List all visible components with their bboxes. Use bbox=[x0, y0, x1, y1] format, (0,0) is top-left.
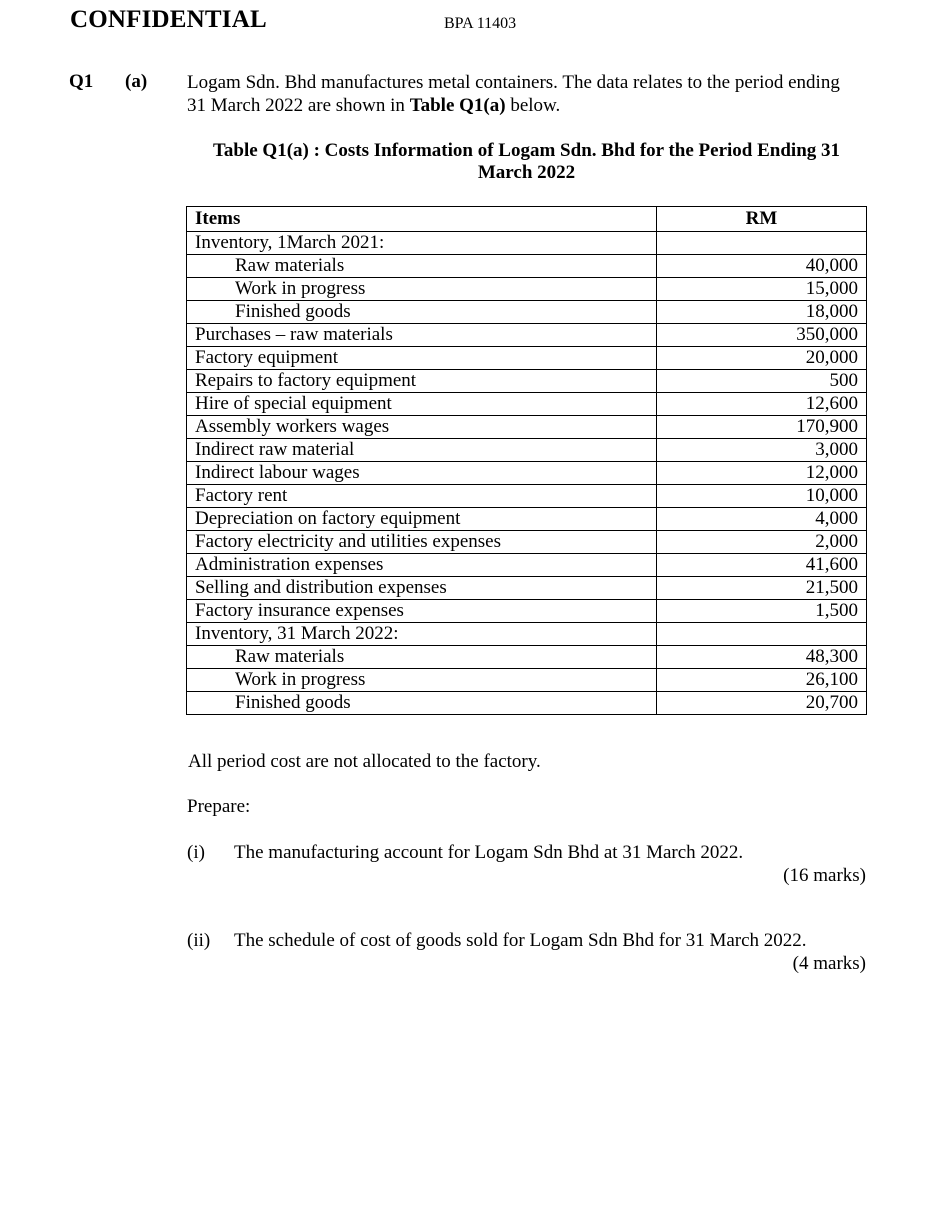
table-row bbox=[187, 692, 867, 715]
row-value: 12,000 bbox=[657, 462, 867, 485]
row-label: Factory rent bbox=[187, 485, 657, 508]
row-value bbox=[657, 232, 867, 255]
table-caption bbox=[187, 140, 866, 184]
intro-line-2 bbox=[187, 94, 887, 117]
table-row bbox=[187, 531, 867, 554]
table-row bbox=[187, 669, 867, 692]
row-value: 20,700 bbox=[657, 692, 867, 715]
intro-table-ref: Table Q1(a) bbox=[409, 95, 506, 116]
row-label: Raw materials bbox=[187, 255, 657, 278]
row-value: 4,000 bbox=[657, 508, 867, 531]
question-part: (a) bbox=[125, 71, 148, 92]
table-row bbox=[187, 255, 867, 278]
caption-line-2: March 2022 bbox=[477, 162, 576, 183]
row-value: 21,500 bbox=[657, 577, 867, 600]
table-row bbox=[187, 370, 867, 393]
table-row bbox=[187, 278, 867, 301]
row-value: 500 bbox=[657, 370, 867, 393]
row-value: 170,900 bbox=[657, 416, 867, 439]
row-label: Factory insurance expenses bbox=[187, 600, 657, 623]
row-label: Purchases – raw materials bbox=[187, 324, 657, 347]
prepare-label: Prepare: bbox=[187, 796, 251, 817]
row-label: Finished goods bbox=[187, 692, 657, 715]
table-row bbox=[187, 347, 867, 370]
table-header-row bbox=[187, 207, 867, 232]
costs-table bbox=[186, 206, 867, 715]
row-label: Raw materials bbox=[187, 646, 657, 669]
row-value bbox=[657, 623, 867, 646]
subquestion-ii-text: The schedule of cost of goods sold for Logam Sdn Bhd for 31 March 2022. bbox=[234, 930, 807, 951]
row-label: Repairs to factory equipment bbox=[187, 370, 657, 393]
row-value: 12,600 bbox=[657, 393, 867, 416]
row-label: Inventory, 1March 2021: bbox=[187, 232, 657, 255]
row-value: 10,000 bbox=[657, 485, 867, 508]
table-row bbox=[187, 554, 867, 577]
row-label: Factory electricity and utilities expenses bbox=[187, 531, 657, 554]
subquestion-ii-marks: (4 marks) bbox=[792, 953, 866, 974]
header-items: Items bbox=[187, 207, 657, 232]
table-row bbox=[187, 462, 867, 485]
confidential-header: CONFIDENTIAL bbox=[70, 6, 267, 33]
subquestion-ii-number: (ii) bbox=[187, 930, 211, 951]
row-label: Depreciation on factory equipment bbox=[187, 508, 657, 531]
table-row bbox=[187, 439, 867, 462]
row-label: Work in progress bbox=[187, 669, 657, 692]
row-label: Factory equipment bbox=[187, 347, 657, 370]
table-row bbox=[187, 324, 867, 347]
row-label: Indirect raw material bbox=[187, 439, 657, 462]
table-row bbox=[187, 508, 867, 531]
row-value: 20,000 bbox=[657, 347, 867, 370]
intro-line-2-pre: 31 March 2022 are shown in bbox=[187, 95, 410, 116]
row-label: Hire of special equipment bbox=[187, 393, 657, 416]
row-value: 40,000 bbox=[657, 255, 867, 278]
table-row bbox=[187, 577, 867, 600]
row-value: 15,000 bbox=[657, 278, 867, 301]
intro-line-1: Logam Sdn. Bhd manufactures metal containers. The data relates to the period ending bbox=[187, 72, 840, 93]
header-rm: RM bbox=[657, 207, 867, 232]
table-row bbox=[187, 301, 867, 324]
row-label: Finished goods bbox=[187, 301, 657, 324]
row-label: Work in progress bbox=[187, 278, 657, 301]
allocation-note: All period cost are not allocated to the factory. bbox=[188, 751, 541, 772]
table-row bbox=[187, 623, 867, 646]
row-value: 26,100 bbox=[657, 669, 867, 692]
row-label: Selling and distribution expenses bbox=[187, 577, 657, 600]
row-label: Indirect labour wages bbox=[187, 462, 657, 485]
table-row bbox=[187, 600, 867, 623]
row-value: 2,000 bbox=[657, 531, 867, 554]
table-row bbox=[187, 416, 867, 439]
subquestion-i-marks: (16 marks) bbox=[783, 865, 866, 886]
row-value: 41,600 bbox=[657, 554, 867, 577]
row-value: 3,000 bbox=[657, 439, 867, 462]
intro-line-2-post: below. bbox=[505, 95, 561, 116]
table-row bbox=[187, 393, 867, 416]
row-label: Inventory, 31 March 2022: bbox=[187, 623, 657, 646]
table-row bbox=[187, 485, 867, 508]
question-intro bbox=[187, 71, 887, 117]
row-label: Administration expenses bbox=[187, 554, 657, 577]
row-label: Assembly workers wages bbox=[187, 416, 657, 439]
row-value: 1,500 bbox=[657, 600, 867, 623]
table-row bbox=[187, 232, 867, 255]
row-value: 350,000 bbox=[657, 324, 867, 347]
row-value: 48,300 bbox=[657, 646, 867, 669]
subquestion-i-text: The manufacturing account for Logam Sdn Bhd at 31 March 2022. bbox=[234, 842, 744, 863]
course-code: BPA 11403 bbox=[444, 15, 517, 32]
table-row bbox=[187, 646, 867, 669]
row-value: 18,000 bbox=[657, 301, 867, 324]
subquestion-i-number: (i) bbox=[187, 842, 205, 863]
question-number: Q1 bbox=[69, 71, 94, 92]
caption-line-1: Table Q1(a) : Costs Information of Logam Sdn. Bhd for the Period Ending 31 bbox=[212, 140, 841, 161]
